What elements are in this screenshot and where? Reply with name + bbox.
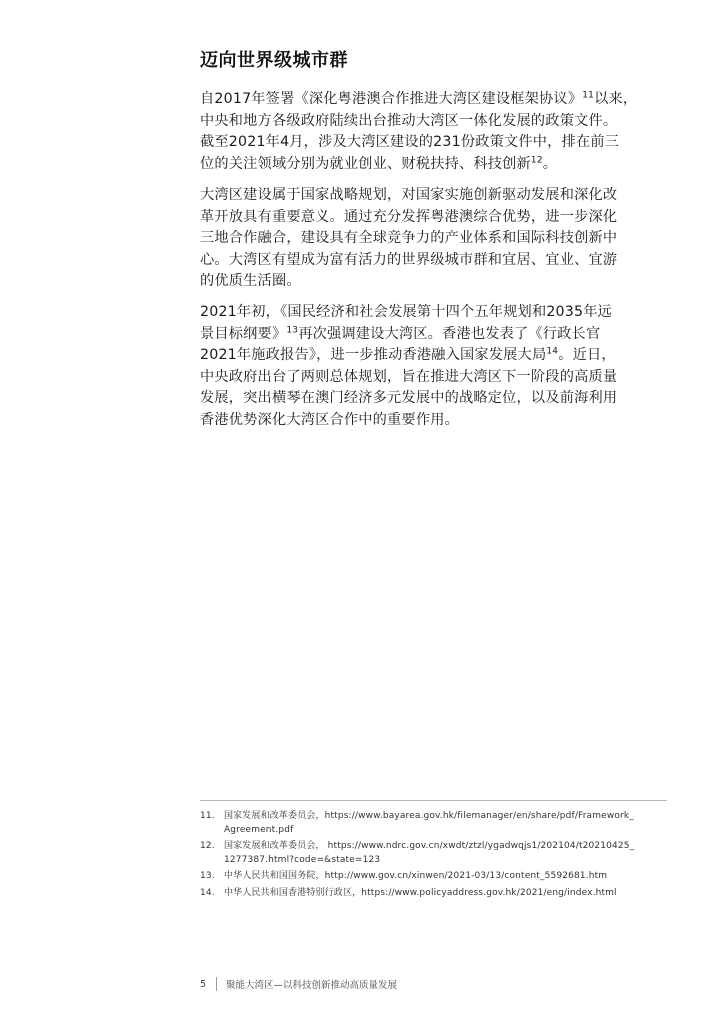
paragraph-line: 三地合作融合，建设具有全球竞争力的产业体系和国际科技创新中 — [200, 230, 618, 246]
paragraph-line: 中央和地方各级政府陆续出台推动大湾区一体化发展的政策文件。 — [200, 112, 618, 129]
paragraph-line — [200, 324, 670, 346]
footnote-divider — [200, 800, 667, 801]
footnote-link-continued[interactable]: Agreement.pdf — [224, 824, 294, 835]
paragraph-line: 心。大湾区有望成为富有活力的世界级城市群和宜居、宜业、宜游 — [200, 251, 618, 268]
paragraph-line — [200, 154, 670, 176]
text-run: 。近日， — [558, 347, 616, 363]
paragraph-2 — [200, 185, 670, 293]
paragraph-line: 发展，突出横琴在澳门经济多元发展中的战略定位，以及前海利用 — [200, 390, 618, 406]
footnote-ref-13: 13 — [286, 324, 299, 335]
page-number: 5 — [200, 978, 207, 990]
footnote-link[interactable]: 中华人民共和国香港特别行政区，https://www.policyaddress.gov.hk/2021/eng/index.html — [224, 887, 617, 898]
paragraph-line — [200, 345, 670, 367]
paragraph-line: 革开放具有重要意义。通过充分发挥粤港澳综合优势，进一步深化 — [200, 208, 618, 225]
footnote-link[interactable]: 国家发展和改革委员会，https://www.bayarea.gov.hk/filemanager/en/share/pdf/Framework_ — [224, 811, 634, 821]
text-run: 景目标纲要》 — [200, 325, 287, 342]
text-run: 2021年施政报告》，进一步推动香港融入国家发展大局 — [200, 347, 547, 363]
text-run: 自2017年签署《深化粤港澳合作推进大湾区建设框架协议》 — [200, 91, 583, 107]
footnote-number: 14. — [200, 887, 215, 898]
footnotes-list — [200, 810, 680, 904]
footnote-item — [200, 870, 680, 884]
footnote-ref-12: 12 — [530, 154, 543, 165]
footnote-link-continued[interactable]: 1277387.html?code=&state=123 — [224, 854, 381, 865]
footnote-number: 11. — [200, 811, 215, 821]
section-heading: 迈向世界级城市群 — [200, 50, 348, 71]
footnote-ref-14: 14 — [546, 346, 559, 357]
paragraph-line: 截至2021年4月，涉及大湾区建设的231份政策文件中，排在前三 — [200, 134, 620, 150]
footnote-item — [200, 840, 680, 867]
paragraph-line: 的优质生活圈。 — [200, 273, 301, 289]
footnote-link[interactable]: 中华人民共和国国务院，http://www.gov.cn/xinwen/2021-03/13/content_5592681.htm — [224, 871, 608, 882]
paragraph-line: 2021年初，《国民经济和社会发展第十四个五年规划和2035年远 — [200, 304, 613, 320]
footnote-link[interactable]: 国家发展和改革委员会， https://www.ndrc.gov.cn/xwdt/ztzl/ygadwqjs1/202104/t20210425_ — [224, 841, 635, 852]
text-run: 。 — [542, 155, 558, 172]
paragraph-1 — [200, 89, 670, 175]
paragraph-line: 中央政府出台了两则总体规划，旨在推进大湾区下一阶段的高质量 — [200, 368, 618, 385]
text-run: 再次强调建设大湾区。香港也发表了《行政长官 — [298, 325, 601, 342]
footnote-item — [200, 810, 680, 837]
footnote-number: 13. — [200, 871, 215, 882]
text-run: 以来， — [594, 91, 638, 107]
footnote-number: 12. — [200, 841, 215, 852]
footnote-item — [200, 887, 680, 901]
footer-title: 聚能大湾区—以科技创新推动高质量发展 — [226, 980, 398, 991]
footer-separator — [216, 977, 217, 991]
paragraph-3 — [200, 302, 670, 431]
paragraph-line — [200, 89, 670, 111]
page-footer — [200, 977, 397, 991]
text-run: 位的关注领域分别为就业创业、财税扶持、科技创新 — [200, 155, 531, 172]
paragraph-line: 香港优势深化大湾区合作中的重要作用。 — [200, 411, 459, 428]
footnote-ref-11: 11 — [582, 90, 595, 101]
paragraph-line: 大湾区建设属于国家战略规划，对国家实施创新驱动发展和深化改 — [200, 187, 618, 203]
